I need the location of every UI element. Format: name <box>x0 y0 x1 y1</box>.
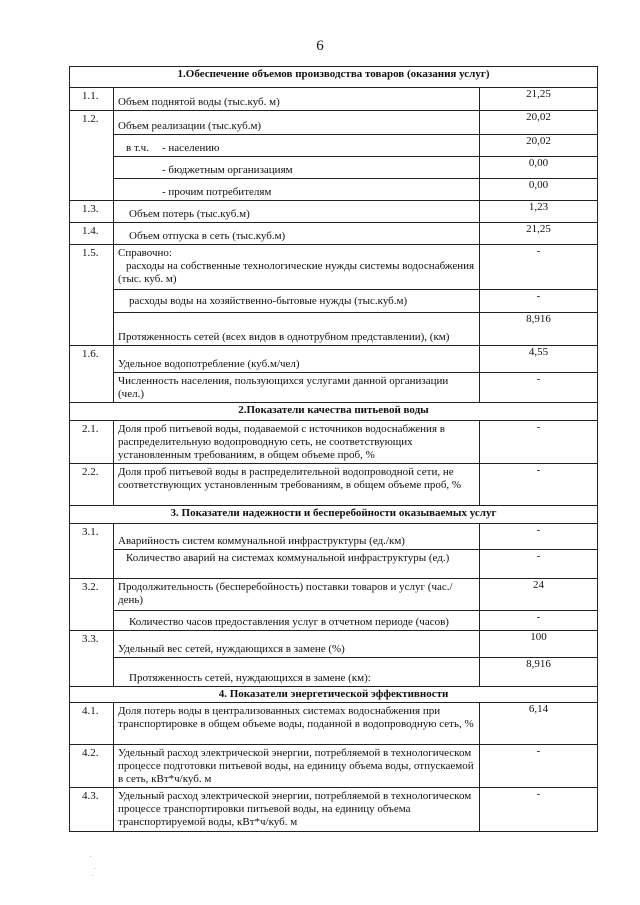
table-row <box>70 111 598 135</box>
row-number: 4.2. <box>70 745 114 788</box>
row-description: Доля проб питьевой воды в распределительной водопроводной сети, не соответствующих установленным требованиям, в общем объеме проб, % <box>114 464 480 506</box>
row-description <box>114 290 480 313</box>
table-row <box>70 346 598 373</box>
row-value: - <box>480 373 598 403</box>
section-header-row <box>70 506 598 524</box>
row-description: Доля потерь воды в централизованных системах водоснабжения при транспортировке в общем объеме воды, поданной в водопроводную сеть, % <box>114 703 480 745</box>
row-value: 4,55 <box>480 346 598 373</box>
table-row <box>70 464 598 506</box>
row-intro: Справочно: <box>118 247 172 259</box>
row-number: 3.3. <box>70 631 114 687</box>
row-number: 1.2. <box>70 111 114 201</box>
table-row <box>70 313 598 346</box>
section-title: 1.Обеспечение объемов производства товаров (оказания услуг) <box>70 67 598 88</box>
row-description <box>114 223 480 245</box>
row-description: Аварийность систем коммунальной инфраструктуры (ед./км) <box>114 524 480 550</box>
row-description-text: Протяженность сетей, нуждающихся в замене (км): <box>129 672 371 684</box>
row-description-text: расходы воды на хозяйственно-бытовые нужды (тыс.куб.м) <box>129 295 408 307</box>
row-value: 0,00 <box>480 157 598 179</box>
row-description: Объем реализации (тыс.куб.м) <box>114 111 480 135</box>
row-value: 1,23 <box>480 201 598 223</box>
row-number: 1.5. <box>70 245 114 346</box>
table-row <box>70 201 598 223</box>
row-value: - <box>480 290 598 313</box>
row-description-text: - бюджетным организациям <box>162 164 293 176</box>
row-description <box>114 550 480 579</box>
table-row <box>70 135 598 157</box>
table-row <box>70 631 598 658</box>
row-value: - <box>480 611 598 631</box>
row-description <box>114 157 480 179</box>
row-description: Удельный вес сетей, нуждающихся в замене (%) <box>114 631 480 658</box>
row-value: 21,25 <box>480 88 598 111</box>
row-description: Удельный расход электрической энергии, потребляемой в технологическом процессе подготовки питьевой воды, на единицу объема воды, отпускаемой в сеть, кВт*ч/куб. м <box>114 745 480 788</box>
row-number: 1.4. <box>70 223 114 245</box>
row-number: 2.1. <box>70 421 114 464</box>
row-value: - <box>480 245 598 290</box>
row-value: - <box>480 550 598 579</box>
section-header-row <box>70 403 598 421</box>
table-row <box>70 179 598 201</box>
row-description-text: Объем потерь (тыс.куб.м) <box>129 208 250 220</box>
row-description-text: расходы на собственные технологические нужды системы водоснабжения (тыс. куб. м) <box>118 260 475 285</box>
table-row <box>70 157 598 179</box>
row-value: 21,25 <box>480 223 598 245</box>
row-description: Численность населения, пользующихся услугами данной организации (чел.) <box>114 373 480 403</box>
row-description-text: Количество часов предоставления услуг в отчетном периоде (часов) <box>129 616 449 628</box>
table-row <box>70 223 598 245</box>
row-description <box>114 179 480 201</box>
row-value: - <box>480 788 598 832</box>
row-number: 3.1. <box>70 524 114 579</box>
row-number: 3.2. <box>70 579 114 631</box>
row-value: - <box>480 464 598 506</box>
row-value: - <box>480 745 598 788</box>
table-row <box>70 658 598 687</box>
row-value: 0,00 <box>480 179 598 201</box>
row-number: 1.6. <box>70 346 114 403</box>
row-value: 6,14 <box>480 703 598 745</box>
section-title: 4. Показатели энергетической эффективности <box>70 687 598 703</box>
table-row <box>70 745 598 788</box>
row-number: 4.3. <box>70 788 114 832</box>
table-row <box>70 373 598 403</box>
row-value: - <box>480 524 598 550</box>
row-description: Объем поднятой воды (тыс.куб. м) <box>114 88 480 111</box>
row-description <box>114 611 480 631</box>
row-description: Удельное водопотребление (куб.м/чел) <box>114 346 480 373</box>
row-description: Протяженность сетей (всех видов в однотрубном представлении), (км) <box>114 313 480 346</box>
section-header-row <box>70 67 598 88</box>
table-row <box>70 550 598 579</box>
row-description <box>114 245 480 290</box>
table-row <box>70 524 598 550</box>
row-description-text: Количество аварий на системах коммунальной инфраструктуры (ед.) <box>126 552 450 564</box>
row-value: 100 <box>480 631 598 658</box>
table-row <box>70 290 598 313</box>
row-number: 1.1. <box>70 88 114 111</box>
table-row <box>70 245 598 290</box>
row-number: 4.1. <box>70 703 114 745</box>
row-description-text: Объем отпуска в сеть (тыс.куб.м) <box>129 230 286 242</box>
table-row <box>70 579 598 611</box>
scan-specks <box>80 848 160 878</box>
row-number: 1.3. <box>70 201 114 223</box>
row-value: 24 <box>480 579 598 611</box>
indicators-table <box>69 66 598 832</box>
section-header-row <box>70 687 598 703</box>
table-row <box>70 421 598 464</box>
row-description <box>114 658 480 687</box>
row-description <box>114 201 480 223</box>
row-value: 8,916 <box>480 658 598 687</box>
row-prefix: в т.ч. <box>126 142 149 154</box>
table-row <box>70 703 598 745</box>
row-value: - <box>480 421 598 464</box>
row-value: 8,916 <box>480 313 598 346</box>
row-description <box>114 135 480 157</box>
section-title: 2.Показатели качества питьевой воды <box>70 403 598 421</box>
row-value: 20,02 <box>480 135 598 157</box>
row-description-text: - прочим потребителям <box>162 186 272 198</box>
row-description: Продолжительность (бесперебойность) поставки товаров и услуг (час./день) <box>114 579 480 611</box>
page-number: 6 <box>316 38 324 54</box>
table-row <box>70 788 598 832</box>
row-description: Доля проб питьевой воды, подаваемой с источников водоснабжения в распределительную водопроводную сеть, не соответствующих установленным требованиям, в общем объеме проб, % <box>114 421 480 464</box>
row-description-text: - населению <box>162 142 220 154</box>
row-value: 20,02 <box>480 111 598 135</box>
row-number: 2.2. <box>70 464 114 506</box>
table-row <box>70 611 598 631</box>
row-description: Удельный расход электрической энергии, потребляемой в технологическом процессе транспортировки питьевой воды, на единицу объема транспортируемой воды, кВт*ч/куб. м <box>114 788 480 832</box>
table-row <box>70 88 598 111</box>
section-title: 3. Показатели надежности и бесперебойности оказываемых услуг <box>70 506 598 524</box>
